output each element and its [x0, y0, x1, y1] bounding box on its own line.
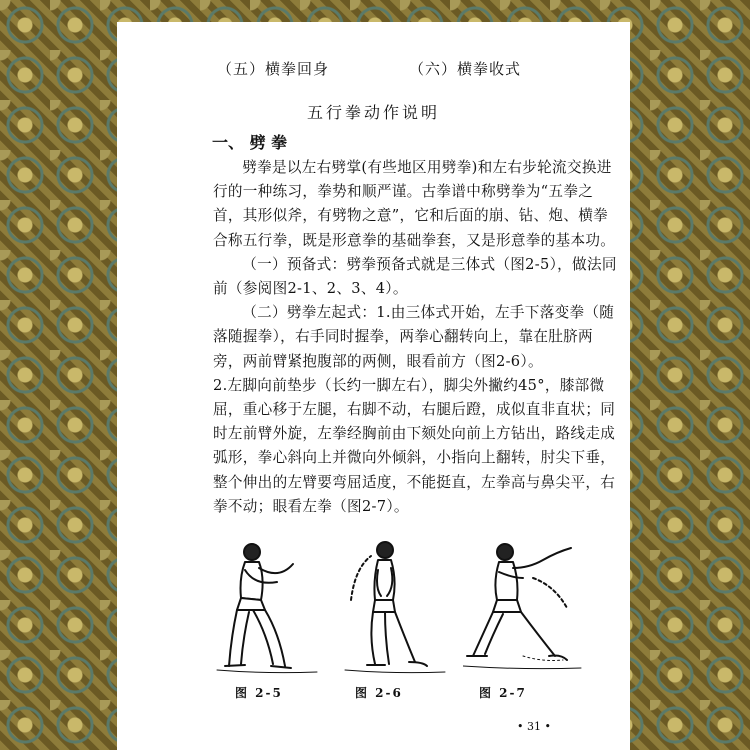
figure-caption-2-6: 图 2-6 [355, 686, 403, 700]
page-number: • 31 • [517, 720, 551, 733]
paragraph-preparation: （一）预备式：劈拳预备式就是三体式（图2-5），做法同前（参阅图2-1、2、3、4）。 [213, 255, 617, 298]
figure-2-7-illustration [463, 538, 583, 678]
section-heading: 一、 劈 拳 [212, 133, 288, 152]
figure-2-5-illustration [207, 538, 327, 678]
header-right: （六）横拳收式 [409, 60, 522, 78]
paragraph-step-2: 2.左脚向前垫步（长约一脚左右），脚尖外撇约45°，膝部微屈，重心移于左腿，右脚不动，右腿后蹬，成似直非直状；同时左前臂外旋，左拳经胸前由下颏处向前上方钻出，路线走成弧形，拳心斜向上并微向外倾斜，小指向上翻转，肘尖下垂，整个伸出的左臂要弯屈适度，不能挺直，左拳高与鼻尖平，右拳不动；眼看左拳（图2-7）。 [213, 376, 616, 515]
figure-caption-2-5: 图 2-5 [235, 686, 283, 700]
body-text [213, 156, 621, 519]
paragraph-left-start: （二）劈拳左起式：1.由三体式开始，左手下落变拳（随落随握拳），右手同时握拳，两拳心翻转向上，靠在肚脐两旁，两前臂紧抱腹部的两侧，眼看前方（图2-6）。 [213, 304, 615, 370]
book-page [117, 22, 630, 750]
paragraph-intro: 劈拳是以左右劈掌(有些地区用劈拳)和左右步轮流交换进行的一种练习，拳势和顺严谨。古拳谱中称劈拳为“五拳之首，其形似斧，有劈物之意”，它和后面的崩、钻、炮、横拳合称五行拳，既是形意拳的基础拳套，又是形意拳的基本功。 [213, 159, 616, 249]
header-left: （五）横拳回身 [217, 60, 330, 78]
page-title: 五行拳动作说明 [306, 103, 440, 122]
figure-caption-2-7: 图 2-7 [479, 686, 527, 700]
figure-row [207, 538, 597, 678]
figure-2-6-illustration [335, 538, 455, 678]
